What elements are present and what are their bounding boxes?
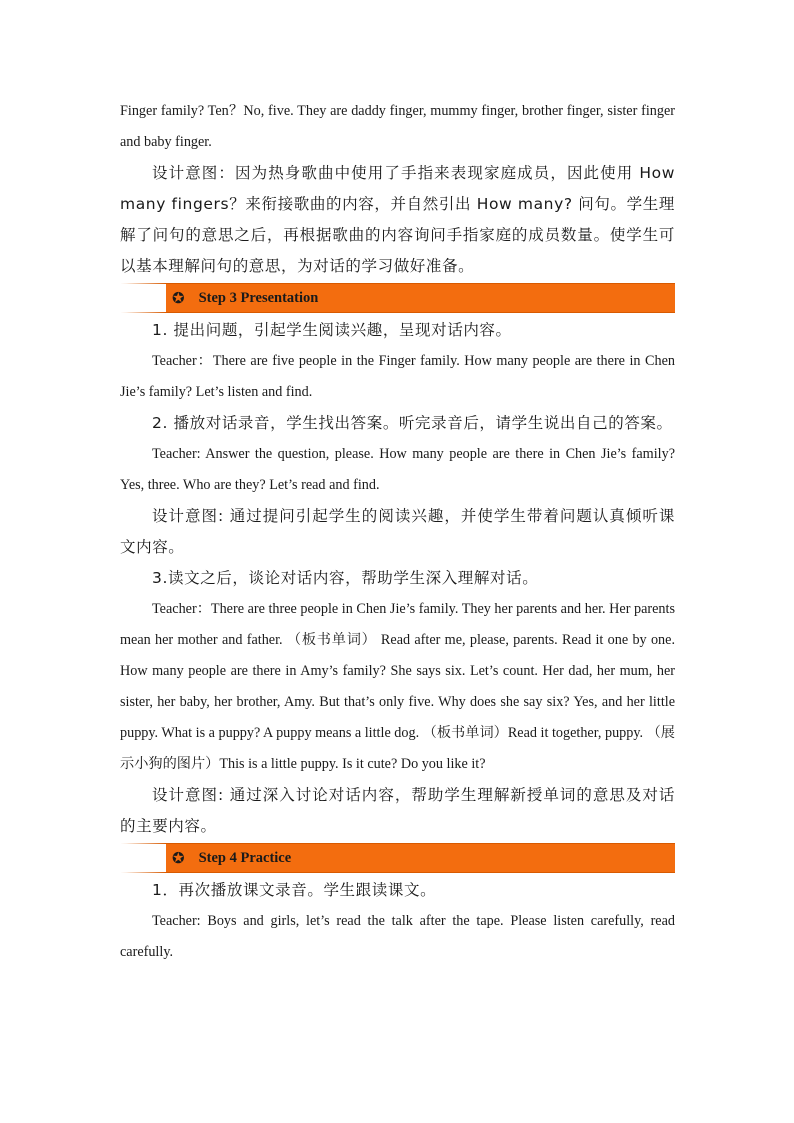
step4-item-1: 1．再次播放课文录音。学生跟读课文。 [152,881,437,899]
step3-item-3: 3.读文之后，谈论对话内容，帮助学生深入理解对话。 [152,569,539,587]
step-3-title: Step 3 Presentation [198,289,319,306]
step3-item-2: 2. 播放对话录音，学生找出答案。听完录音后，请学生说出自己的答案。 [152,414,673,432]
paragraph-finger-family: Finger family? Ten？No, five. They are daddy finger, mummy finger, brother finger, sister finger and baby finger. [120,103,675,150]
design-intent-1: 设计意图：因为热身歌曲中使用了手指来表现家庭成员，因此使用 How many fingers？来衔接歌曲的内容，并自然引出 How many? 问句。学生理解了问句的意思之后，再根据歌曲的内容询问手指家庭的成员数量。使学生可以基本理解问句的意思，为对话的学习做好准备。 [120,164,675,275]
step-4-title: Step 4 Practice [198,849,292,866]
step3-teacher-2: Teacher: Answer the question, please. How many people are there in Chen Jie’s family? Yes, three. Who are they? Let’s read and find. [120,446,675,493]
design-intent-3: 设计意图: 通过深入讨论对话内容，帮助学生理解新授单词的意思及对话的主要内容。 [120,786,675,835]
document-page [120,96,675,968]
step3-teacher-1: Teacher：There are five people in the Finger family. How many people are there in Chen Jie’s family? Let’s listen and find. [120,353,675,400]
star-icon: ✪ [172,289,185,307]
step3-item-1: 1. 提出问题，引起学生阅读兴趣，呈现对话内容。 [152,321,512,339]
star-icon: ✪ [172,849,185,867]
design-intent-2: 设计意图: 通过提问引起学生的阅读兴趣，并使学生带着问题认真倾听课文内容。 [120,507,675,556]
step-4-header [120,843,675,873]
step-3-header [120,283,675,313]
step3-teacher-3: Teacher：There are three people in Chen Jie’s family. They her parents and her. Her parents mean her mother and father. （板书单词） Read after me, please, parents. Read it one by one. How many people are there in Amy’s family? She says six. Let’s count. Her dad, her mum, her sister, her baby, her brother, Amy. But that’s only five. Why does she say six? Yes, and her little puppy. What is a puppy? A puppy means a little dog. （板书单词）Read it together, puppy. （展示小狗的图片）This is a little puppy. Is it cute? Do you like it? [120,601,675,772]
step4-teacher-1: Teacher: Boys and girls, let’s read the talk after the tape. Please listen carefully, read carefully. [120,913,675,960]
